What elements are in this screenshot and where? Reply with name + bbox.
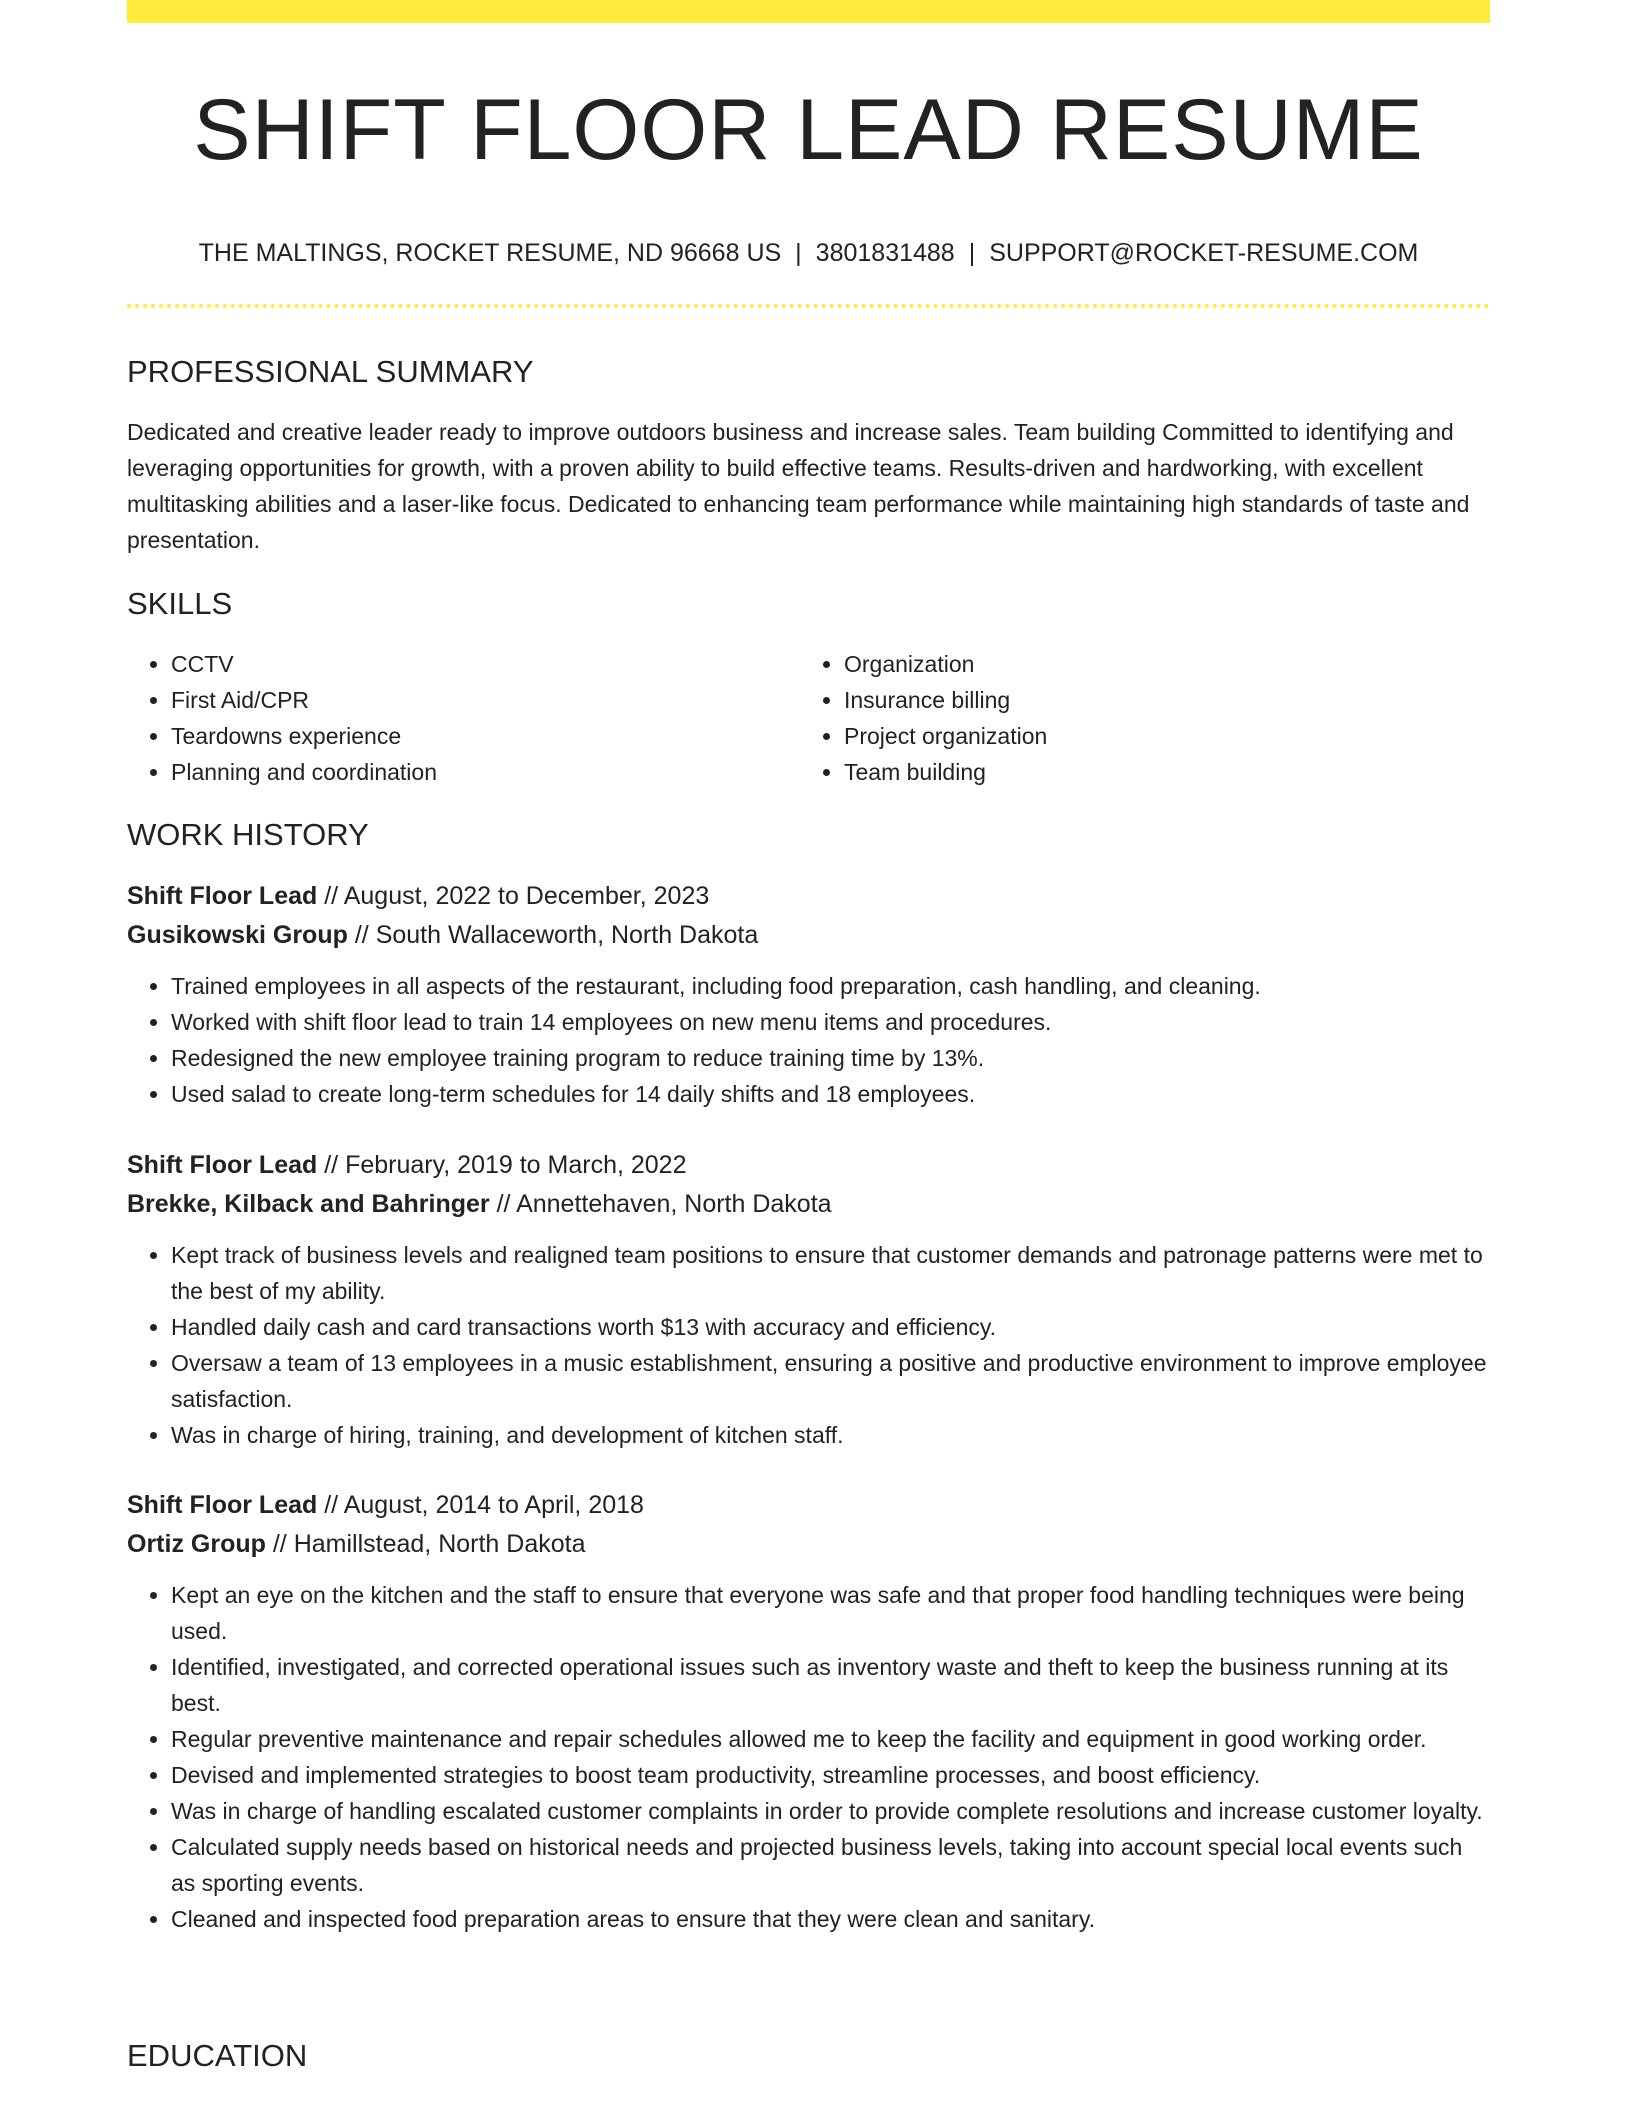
job-divider: // — [324, 1491, 339, 1519]
job-entry — [127, 1146, 1490, 1453]
skill-item: • Teardowns experience — [171, 718, 799, 754]
skill-item: • CCTV — [171, 646, 799, 682]
contact-line — [127, 236, 1490, 270]
dotted-divider — [127, 304, 1490, 308]
skills-list — [127, 646, 1490, 790]
job-bullet: • Calculated supply needs based on historical needs and projected business levels, taking into account special local events such as sporting events. — [171, 1829, 1490, 1901]
job-company: Ortiz Group — [127, 1530, 266, 1558]
section-title-skills: SKILLS — [127, 586, 233, 621]
job-bullet: • Kept track of business levels and realigned team positions to ensure that customer demands and patronage patterns were met to the best of my ability. — [171, 1237, 1490, 1309]
job-bullets — [127, 1577, 1490, 1937]
job-title: Shift Floor Lead — [127, 882, 318, 910]
job-divider: // — [324, 1151, 339, 1179]
summary-text: Dedicated and creative leader ready to improve outdoors business and increase sales. Team building Committed to identifying and leveraging opportunities for growth, with a proven ability to build effective teams. Results-driven and hardworking, with excellent multitasking abilities and a laser-like focus. Dedicated to enhancing team performance while maintaining high standards of taste and presentation. — [127, 419, 1470, 553]
job-divider: // — [272, 1530, 287, 1558]
job-title: Shift Floor Lead — [127, 1151, 318, 1179]
job-title: Shift Floor Lead — [127, 1491, 318, 1519]
job-divider: // — [324, 882, 339, 910]
job-entry — [127, 1486, 1490, 1937]
contact-phone: 3801831488 — [815, 239, 955, 267]
job-company: Gusikowski Group — [127, 921, 348, 949]
job-divider: // — [354, 921, 369, 949]
skill-item: • First Aid/CPR — [171, 682, 799, 718]
skills-column-left — [127, 646, 799, 790]
accent-top-bar — [127, 0, 1490, 23]
job-bullet: • Trained employees in all aspects of the restaurant, including food preparation, cash handling, and cleaning. — [171, 968, 1490, 1004]
job-bullet: • Cleaned and inspected food preparation areas to ensure that they were clean and sanitary. — [171, 1901, 1490, 1937]
job-company-line — [127, 1185, 1490, 1224]
skill-item: • Planning and coordination — [171, 754, 799, 790]
job-title-line — [127, 1486, 1490, 1525]
job-company-line — [127, 1525, 1490, 1564]
contact-email: SUPPORT@ROCKET-RESUME.COM — [989, 239, 1419, 267]
job-bullet: • Was in charge of hiring, training, and development of kitchen staff. — [171, 1417, 1490, 1453]
job-dates: August, 2022 to December, 2023 — [343, 882, 710, 910]
job-bullet: • Identified, investigated, and corrected operational issues such as inventory waste and theft to keep the business running at its best. — [171, 1649, 1490, 1721]
job-bullet: • Oversaw a team of 13 employees in a music establishment, ensuring a positive and productive environment to improve employee satisfaction. — [171, 1345, 1490, 1417]
skills-column-right — [799, 646, 1472, 790]
page-title: SHIFT FLOOR LEAD RESUME — [193, 82, 1424, 178]
job-bullet: • Used salad to create long-term schedules for 14 daily shifts and 18 employees. — [171, 1076, 1490, 1112]
job-bullet: • Devised and implemented strategies to boost team productivity, streamline processes, and boost efficiency. — [171, 1757, 1490, 1793]
job-dates: February, 2019 to March, 2022 — [345, 1151, 687, 1179]
job-bullet: • Kept an eye on the kitchen and the staff to ensure that everyone was safe and that proper food handling techniques were being used. — [171, 1577, 1490, 1649]
job-bullets — [127, 968, 1490, 1112]
job-bullet: • Handled daily cash and card transactions worth $13 with accuracy and efficiency. — [171, 1309, 1490, 1345]
job-bullet: • Regular preventive maintenance and repair schedules allowed me to keep the facility and equipment in good working order. — [171, 1721, 1490, 1757]
job-dates: August, 2014 to April, 2018 — [343, 1491, 644, 1519]
job-bullet: • Was in charge of handling escalated customer complaints in order to provide complete resolutions and increase customer loyalty. — [171, 1793, 1490, 1829]
skill-item: • Organization — [844, 646, 1472, 682]
job-bullet: • Worked with shift floor lead to train 14 employees on new menu items and procedures. — [171, 1004, 1490, 1040]
job-title-line — [127, 877, 1490, 916]
skill-item: • Insurance billing — [844, 682, 1472, 718]
contact-address: THE MALTINGS, ROCKET RESUME, ND 96668 US — [198, 239, 782, 267]
section-title-work-history: WORK HISTORY — [127, 817, 369, 852]
skill-item: • Team building — [844, 754, 1472, 790]
section-title-summary: PROFESSIONAL SUMMARY — [127, 354, 534, 389]
job-location: South Wallaceworth, North Dakota — [375, 921, 759, 949]
job-company-line — [127, 916, 1490, 955]
skill-item: • Project organization — [844, 718, 1472, 754]
job-bullet: • Redesigned the new employee training program to reduce training time by 13%. — [171, 1040, 1490, 1076]
job-location: Hamillstead, North Dakota — [293, 1530, 586, 1558]
job-entry — [127, 877, 1490, 1112]
contact-separator: | — [968, 239, 976, 267]
job-title-line — [127, 1146, 1490, 1185]
section-title-education: EDUCATION — [127, 2038, 308, 2073]
job-company: Brekke, Kilback and Bahringer — [127, 1190, 490, 1218]
job-bullets — [127, 1237, 1490, 1453]
job-divider: // — [496, 1190, 511, 1218]
contact-separator: | — [795, 239, 802, 267]
job-location: Annettehaven, North Dakota — [516, 1190, 832, 1218]
